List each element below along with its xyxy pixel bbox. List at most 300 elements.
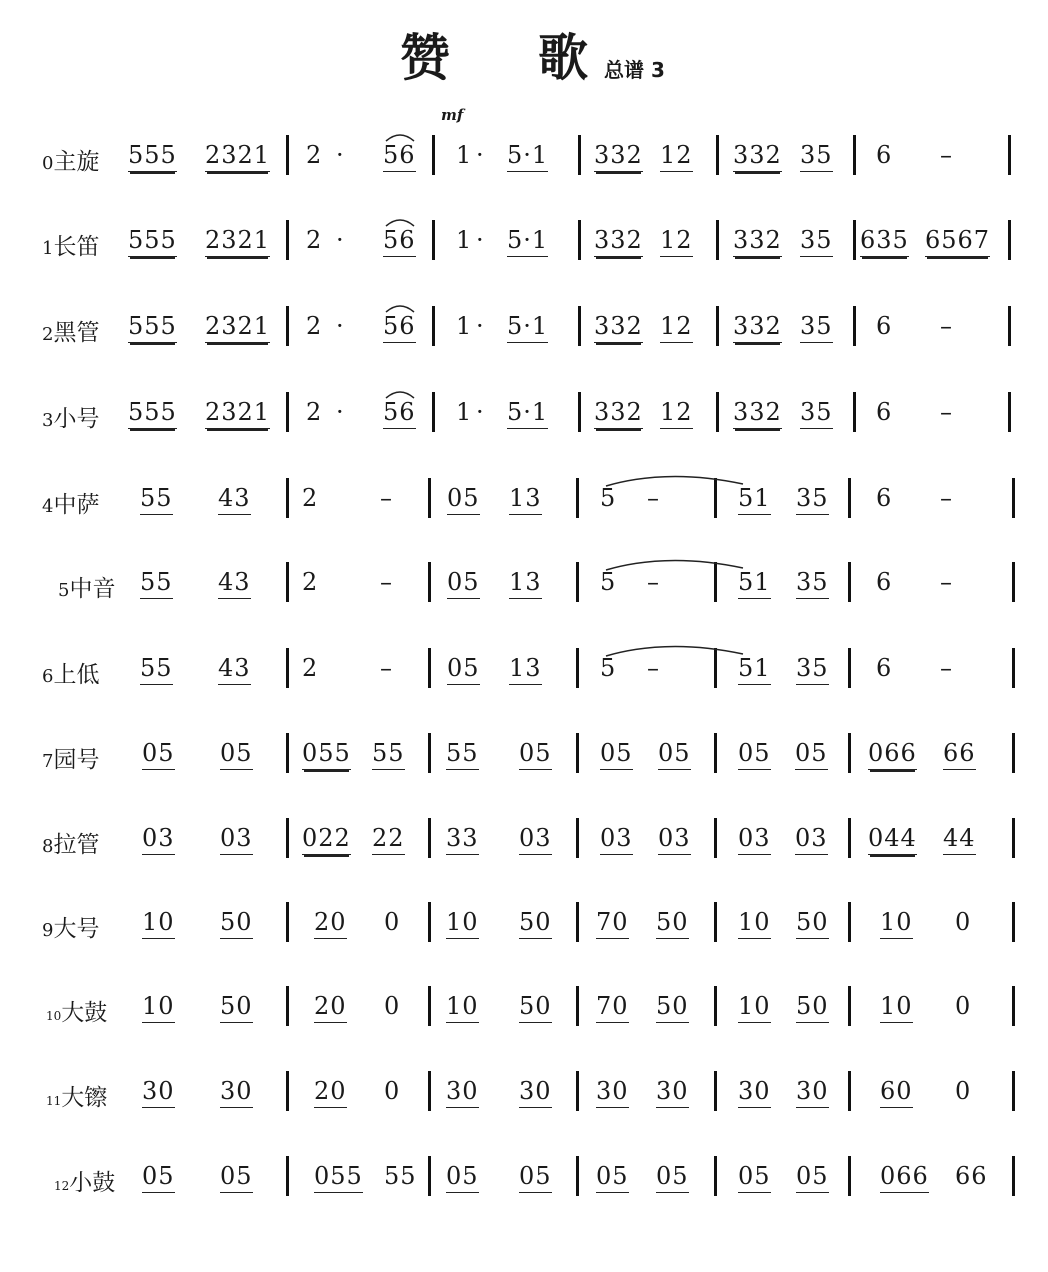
note-group: – — [647, 568, 660, 596]
bar-line — [578, 220, 581, 260]
instrument-number: 5 — [58, 580, 70, 601]
bar-line — [1008, 135, 1011, 175]
note-group: 30 — [220, 1077, 253, 1108]
note-group: 55 — [140, 484, 173, 515]
note-group: 332 — [594, 312, 643, 343]
note-group: 05 — [220, 739, 253, 770]
bar-line — [286, 478, 289, 518]
note-group: 05 — [142, 739, 175, 770]
note-group: 6 — [876, 568, 893, 596]
note-group: 6 — [876, 654, 893, 682]
instrument-name: 大镲 — [61, 1085, 108, 1111]
note-group: · — [336, 141, 345, 169]
note-group: 2321 — [205, 141, 270, 172]
bar-line — [286, 220, 289, 260]
note-group: 44 — [943, 824, 976, 855]
bar-line — [853, 135, 856, 175]
note-group: 70 — [596, 992, 629, 1023]
tie-mark — [598, 468, 758, 498]
note-group: 1 — [456, 312, 473, 340]
bar-line — [576, 1156, 579, 1196]
note-group: 50 — [796, 992, 829, 1023]
subtitle: 总谱 3 — [604, 58, 665, 82]
note-group: 70 — [596, 908, 629, 939]
note-group: – — [380, 654, 393, 682]
bar-line — [1008, 220, 1011, 260]
bar-line — [848, 648, 851, 688]
staff-row-11 — [0, 1071, 1048, 1131]
note-group: 0 — [384, 992, 401, 1020]
note-group: 35 — [800, 312, 833, 343]
instrument-name: 小号 — [53, 406, 100, 432]
title-char-1: 赞 — [400, 28, 450, 87]
note-group: 2 — [306, 226, 323, 254]
note-group: 20 — [314, 992, 347, 1023]
note-group: 12 — [660, 141, 693, 172]
bar-line — [714, 1071, 717, 1111]
note-group: 2 — [306, 141, 323, 169]
note-group: 50 — [656, 992, 689, 1023]
note-group: 5·1 — [507, 312, 548, 343]
note-group: · — [476, 226, 485, 254]
instrument-label — [42, 228, 99, 261]
note-group: 03 — [658, 824, 691, 855]
bar-line — [428, 818, 431, 858]
instrument-name: 大鼓 — [61, 1000, 108, 1026]
note-group: 10 — [738, 908, 771, 939]
instrument-number: 3 — [42, 410, 54, 431]
note-group: 2 — [302, 568, 319, 596]
tie-mark — [598, 552, 758, 582]
note-group: 05 — [220, 1162, 253, 1193]
bar-line — [714, 1156, 717, 1196]
note-group: 05 — [142, 1162, 175, 1193]
note-group: · — [476, 141, 485, 169]
note-group: 05 — [795, 739, 828, 770]
note-group: – — [647, 484, 660, 512]
note-group: 03 — [600, 824, 633, 855]
instrument-name: 主旋 — [53, 149, 100, 175]
title-block — [0, 28, 1048, 98]
note-group: 13 — [509, 484, 542, 515]
instrument-number: 12 — [54, 1179, 70, 1193]
bar-line — [286, 562, 289, 602]
note-group: 10 — [446, 908, 479, 939]
instrument-label — [42, 143, 99, 176]
tie-mark — [598, 638, 758, 668]
bar-line — [428, 733, 431, 773]
bar-line — [286, 392, 289, 432]
bar-line — [286, 135, 289, 175]
note-group: 50 — [220, 992, 253, 1023]
bar-line — [853, 220, 856, 260]
bar-line — [714, 818, 717, 858]
note-group: 03 — [220, 824, 253, 855]
note-group: 0 — [384, 1077, 401, 1105]
instrument-name: 园号 — [53, 747, 100, 773]
note-group: 03 — [738, 824, 771, 855]
bar-line — [428, 986, 431, 1026]
note-group: 55 — [140, 568, 173, 599]
slur-mark — [382, 129, 422, 143]
note-group: – — [940, 398, 953, 426]
note-group: 43 — [218, 654, 251, 685]
staff-row-5 — [0, 562, 1048, 622]
note-group: 055 — [302, 739, 351, 770]
note-group: 30 — [738, 1077, 771, 1108]
note-group: 66 — [955, 1162, 988, 1190]
note-group: 35 — [800, 398, 833, 429]
staff-row-12 — [0, 1156, 1048, 1216]
bar-line — [428, 478, 431, 518]
note-group: 1 — [456, 226, 473, 254]
note-group: 12 — [660, 226, 693, 257]
note-group: 13 — [509, 568, 542, 599]
instrument-label — [42, 910, 99, 943]
note-group: 51 — [738, 568, 771, 599]
note-group: 05 — [738, 1162, 771, 1193]
note-group: 022 — [302, 824, 351, 855]
staff-row-2 — [0, 306, 1048, 366]
note-group: 332 — [733, 141, 782, 172]
instrument-number: 10 — [46, 1009, 62, 1023]
staff-row-6 — [0, 648, 1048, 708]
bar-line — [576, 733, 579, 773]
bar-line — [576, 648, 579, 688]
note-group: 56 — [383, 312, 416, 343]
slur-mark — [382, 300, 422, 314]
bar-line — [848, 733, 851, 773]
note-group: 56 — [383, 226, 416, 257]
staff-row-0 — [0, 135, 1048, 195]
instrument-name: 黑管 — [53, 320, 100, 346]
bar-line — [1012, 733, 1015, 773]
note-group: – — [940, 312, 953, 340]
note-group: – — [940, 484, 953, 512]
note-group: 10 — [880, 908, 913, 939]
note-group: 5·1 — [507, 141, 548, 172]
dynamic-marking: mf — [441, 106, 464, 124]
note-group: · — [336, 398, 345, 426]
note-group: 2 — [302, 484, 319, 512]
instrument-number: 6 — [42, 666, 54, 687]
instrument-label — [42, 656, 99, 689]
bar-line — [1012, 986, 1015, 1026]
bar-line — [716, 306, 719, 346]
bar-line — [432, 220, 435, 260]
bar-line — [853, 306, 856, 346]
bar-line — [576, 562, 579, 602]
bar-line — [848, 478, 851, 518]
note-group: 332 — [733, 226, 782, 257]
note-group: 0 — [955, 1077, 972, 1105]
instrument-number: 7 — [42, 751, 54, 772]
note-group: · — [476, 398, 485, 426]
note-group: 30 — [519, 1077, 552, 1108]
bar-line — [714, 902, 717, 942]
bar-line — [578, 306, 581, 346]
bar-line — [1012, 1071, 1015, 1111]
bar-line — [576, 986, 579, 1026]
note-group: 1 — [456, 398, 473, 426]
bar-line — [848, 818, 851, 858]
note-group: 35 — [800, 226, 833, 257]
note-group: 20 — [314, 1077, 347, 1108]
note-group: – — [380, 484, 393, 512]
note-group: 5 — [600, 654, 617, 682]
note-group: 05 — [447, 484, 480, 515]
bar-line — [848, 1071, 851, 1111]
note-group: 6 — [876, 398, 893, 426]
instrument-name: 上低 — [53, 662, 100, 688]
bar-line — [286, 1071, 289, 1111]
note-group: 555 — [128, 141, 177, 172]
bar-line — [1008, 392, 1011, 432]
bar-line — [432, 306, 435, 346]
bar-line — [1008, 306, 1011, 346]
note-group: 33 — [446, 824, 479, 855]
note-group: 555 — [128, 398, 177, 429]
note-group: 10 — [142, 992, 175, 1023]
note-group: 05 — [447, 568, 480, 599]
bar-line — [1012, 902, 1015, 942]
instrument-number: 4 — [42, 496, 54, 517]
bar-line — [1012, 1156, 1015, 1196]
bar-line — [428, 562, 431, 602]
instrument-label — [54, 1164, 115, 1197]
bar-line — [716, 135, 719, 175]
note-group: 50 — [656, 908, 689, 939]
instrument-number: 8 — [42, 836, 54, 857]
note-group: 43 — [218, 484, 251, 515]
note-group: 0 — [955, 992, 972, 1020]
note-group: 055 — [314, 1162, 363, 1193]
note-group: – — [380, 568, 393, 596]
note-group: 05 — [600, 739, 633, 770]
note-group: · — [476, 312, 485, 340]
note-group: 066 — [868, 739, 917, 770]
bar-line — [286, 733, 289, 773]
instrument-label — [42, 314, 99, 347]
note-group: 56 — [383, 398, 416, 429]
instrument-label — [42, 486, 99, 519]
bar-line — [576, 1071, 579, 1111]
instrument-label — [42, 826, 99, 859]
note-group: 30 — [796, 1077, 829, 1108]
bar-line — [848, 562, 851, 602]
note-group: 05 — [446, 1162, 479, 1193]
note-group: 2 — [306, 398, 323, 426]
note-group: 332 — [733, 312, 782, 343]
note-group: 05 — [738, 739, 771, 770]
note-group: 05 — [796, 1162, 829, 1193]
note-group: 13 — [509, 654, 542, 685]
note-group: 55 — [446, 739, 479, 770]
bar-line — [432, 392, 435, 432]
note-group: 2 — [302, 654, 319, 682]
bar-line — [428, 648, 431, 688]
bar-line — [714, 986, 717, 1026]
note-group: 66 — [943, 739, 976, 770]
bar-line — [576, 818, 579, 858]
bar-line — [428, 1156, 431, 1196]
bar-line — [428, 1071, 431, 1111]
note-group: 332 — [594, 398, 643, 429]
note-group: 05 — [447, 654, 480, 685]
bar-line — [853, 392, 856, 432]
bar-line — [286, 818, 289, 858]
note-group: 51 — [738, 484, 771, 515]
note-group: 332 — [594, 141, 643, 172]
note-group: 6 — [876, 312, 893, 340]
bar-line — [714, 733, 717, 773]
instrument-label — [42, 400, 99, 433]
note-group: 51 — [738, 654, 771, 685]
note-group: · — [336, 226, 345, 254]
note-group: 55 — [140, 654, 173, 685]
note-group: 5 — [600, 568, 617, 596]
note-group: – — [940, 568, 953, 596]
note-group: 03 — [519, 824, 552, 855]
staff-row-10 — [0, 986, 1048, 1046]
note-group: · — [336, 312, 345, 340]
instrument-name: 小鼓 — [69, 1170, 116, 1196]
note-group: 332 — [594, 226, 643, 257]
bar-line — [578, 135, 581, 175]
note-group: 50 — [796, 908, 829, 939]
note-group: 20 — [314, 908, 347, 939]
bar-line — [848, 986, 851, 1026]
bar-line — [286, 648, 289, 688]
note-group: – — [940, 654, 953, 682]
slur-mark — [382, 386, 422, 400]
note-group: 0 — [384, 908, 401, 936]
staff-row-8 — [0, 818, 1048, 878]
instrument-name: 中音 — [69, 576, 116, 602]
bar-line — [578, 392, 581, 432]
bar-line — [1012, 818, 1015, 858]
staff-row-7 — [0, 733, 1048, 793]
note-group: 12 — [660, 312, 693, 343]
instrument-label — [46, 994, 107, 1027]
note-group: 1 — [456, 141, 473, 169]
bar-line — [286, 1156, 289, 1196]
bar-line — [428, 902, 431, 942]
note-group: 2321 — [205, 398, 270, 429]
bar-line — [286, 902, 289, 942]
note-group: 50 — [519, 992, 552, 1023]
note-group: 5 — [600, 484, 617, 512]
note-group: 30 — [596, 1077, 629, 1108]
bar-line — [1012, 648, 1015, 688]
note-group: 5·1 — [507, 398, 548, 429]
note-group: 50 — [220, 908, 253, 939]
title-char-2: 歌 — [538, 28, 588, 87]
note-group: 50 — [519, 908, 552, 939]
note-group: 30 — [656, 1077, 689, 1108]
note-group: 10 — [142, 908, 175, 939]
note-group: 12 — [660, 398, 693, 429]
note-group: 6567 — [925, 226, 990, 257]
note-group: 555 — [128, 226, 177, 257]
bar-line — [576, 902, 579, 942]
note-group: 03 — [142, 824, 175, 855]
note-group: 30 — [142, 1077, 175, 1108]
note-group: 60 — [880, 1077, 913, 1108]
note-group: 555 — [128, 312, 177, 343]
note-group: 55 — [372, 739, 405, 770]
bar-line — [286, 306, 289, 346]
instrument-label — [58, 570, 115, 603]
instrument-number: 0 — [42, 153, 54, 174]
instrument-name: 拉管 — [53, 832, 100, 858]
staff-row-1 — [0, 220, 1048, 280]
bar-line — [432, 135, 435, 175]
note-group: 2321 — [205, 312, 270, 343]
bar-line — [848, 902, 851, 942]
instrument-number: 9 — [42, 920, 54, 941]
instrument-name: 大号 — [53, 916, 100, 942]
note-group: 22 — [372, 824, 405, 855]
bar-line — [716, 392, 719, 432]
note-group: 05 — [596, 1162, 629, 1193]
staff-row-3 — [0, 392, 1048, 452]
note-group: – — [940, 141, 953, 169]
instrument-label — [42, 741, 99, 774]
note-group: 044 — [868, 824, 917, 855]
note-group: 5·1 — [507, 226, 548, 257]
note-group: 03 — [795, 824, 828, 855]
note-group: 05 — [656, 1162, 689, 1193]
note-group: 2 — [306, 312, 323, 340]
note-group: 332 — [733, 398, 782, 429]
note-group: 066 — [880, 1162, 929, 1193]
instrument-name: 长笛 — [53, 234, 100, 260]
note-group: 10 — [738, 992, 771, 1023]
staff-row-4 — [0, 478, 1048, 538]
staff-row-9 — [0, 902, 1048, 962]
instrument-label — [46, 1079, 107, 1112]
instrument-name: 中萨 — [53, 492, 100, 518]
note-group: 35 — [800, 141, 833, 172]
bar-line — [1012, 562, 1015, 602]
note-group: – — [647, 654, 660, 682]
bar-line — [576, 478, 579, 518]
bar-line — [286, 986, 289, 1026]
note-group: 05 — [519, 739, 552, 770]
note-group: 6 — [876, 141, 893, 169]
instrument-number: 2 — [42, 324, 54, 345]
note-group: 30 — [446, 1077, 479, 1108]
bar-line — [1012, 478, 1015, 518]
note-group: 56 — [383, 141, 416, 172]
note-group: 35 — [796, 568, 829, 599]
note-group: 55 — [384, 1162, 417, 1190]
bar-line — [716, 220, 719, 260]
note-group: 43 — [218, 568, 251, 599]
slur-mark — [382, 214, 422, 228]
note-group: 05 — [519, 1162, 552, 1193]
note-group: 05 — [658, 739, 691, 770]
note-group: 10 — [880, 992, 913, 1023]
note-group: 10 — [446, 992, 479, 1023]
bar-line — [848, 1156, 851, 1196]
note-group: 2321 — [205, 226, 270, 257]
instrument-number: 1 — [42, 238, 54, 259]
note-group: 35 — [796, 484, 829, 515]
note-group: 35 — [796, 654, 829, 685]
note-group: 0 — [955, 908, 972, 936]
